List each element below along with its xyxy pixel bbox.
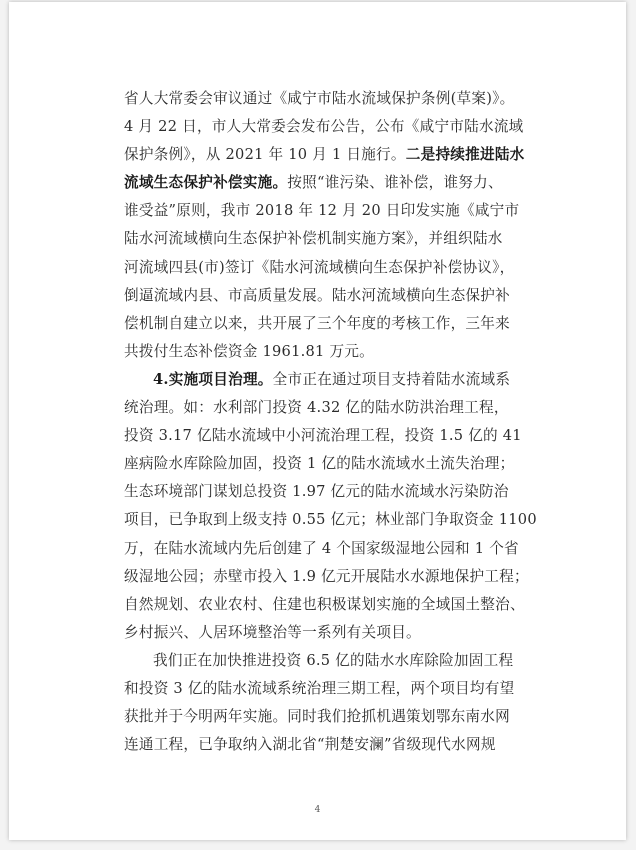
text-span: 谁受益”原则，我市 2018 年 12 月 20 日印发实施《咸宁市 — [124, 202, 520, 220]
text-line — [124, 338, 564, 366]
text-span: 级湿地公园；赤壁市投入 1.9 亿元开展陆水水源地保护工程； — [124, 567, 529, 585]
text-span: 保护条例》，从 2021 年 10 月 1 日施行。 — [124, 146, 406, 164]
text-span: 倒逼流域内县、市高质量发展。陆水河流域横向生态保护补 — [124, 286, 510, 304]
text-span: 统治理。如：水利部门投资 4.32 亿的陆水防洪治理工程， — [124, 399, 509, 417]
text-line — [124, 85, 564, 113]
body-text — [124, 85, 564, 759]
text-span: 乡村振兴、人居环境整治等一系列有关项目。 — [124, 623, 421, 641]
text-line — [124, 647, 564, 675]
text-span: 河流域四县(市)签订《陆水河流域横向生态保护补偿协议》， — [124, 258, 515, 276]
text-line — [124, 141, 564, 169]
text-span: 生态环境部门谋划总投资 1.97 亿元的陆水流域水污染防治 — [124, 483, 509, 501]
text-span: 座病险水库除险加固，投资 1 亿的陆水流域水土流失治理； — [124, 455, 515, 473]
text-line — [124, 225, 564, 253]
text-line — [124, 563, 564, 591]
text-span: 自然规划、农业农村、住建也积极谋划实施的全域国土整治、 — [124, 595, 525, 613]
text-line — [124, 113, 564, 141]
text-line — [124, 619, 564, 647]
text-span: 获批并于今明两年实施。同时我们抢抓机遇策划鄂东南水网 — [124, 708, 510, 726]
bold-heading-text: 二是持续推进陆水 — [405, 146, 525, 164]
text-line — [124, 675, 564, 703]
text-span: 全市正在通过项目支持着陆水流域系 — [272, 370, 511, 388]
text-span: 万，在陆水流域内先后创建了 4 个国家级湿地公园和 1 个省 — [124, 539, 519, 557]
page-number: 4 — [314, 805, 321, 815]
text-span: 陆水河流域横向生态保护补偿机制实施方案》，并组织陆水 — [124, 230, 503, 248]
text-line — [124, 703, 564, 731]
text-span: 按照“谁污染、谁补偿，谁努力、 — [287, 174, 503, 192]
text-span: 偿机制自建立以来，共开展了三个年度的考核工作，三年来 — [124, 314, 510, 332]
text-line — [124, 282, 564, 310]
text-span: 4 月 22 日，市人大常委会发布公告，公布《咸宁市陆水流域 — [124, 118, 524, 136]
bold-heading-text: 流域生态保护补偿实施。 — [124, 174, 288, 192]
text-line — [124, 310, 564, 338]
text-span: 和投资 3 亿的陆水流域系统治理三期工程，两个项目均有望 — [124, 679, 515, 697]
text-line — [124, 197, 564, 225]
text-line — [124, 366, 564, 394]
text-span: 投资 3.17 亿陆水流域中小河流治理工程，投资 1.5 亿的 41 — [124, 427, 522, 445]
text-span: 省人大常委会审议通过《咸宁市陆水流域保护条例(草案)》。 — [124, 90, 515, 107]
text-span: 我们正在加快推进投资 6.5 亿的陆水水库除险加固工程 — [153, 651, 514, 669]
text-line — [124, 422, 564, 450]
text-span: 项目，已争取到上级支持 0.55 亿元；林业部门争取资金 1100 — [124, 511, 537, 529]
text-line — [124, 591, 564, 619]
document-page — [9, 2, 626, 840]
text-line — [124, 506, 564, 534]
text-span: 连通工程，已争取纳入湖北省“荆楚安澜”省级现代水网规 — [124, 736, 496, 754]
text-line — [124, 169, 564, 197]
text-line — [124, 254, 564, 282]
text-line — [124, 394, 564, 422]
text-line — [124, 731, 564, 759]
text-line — [124, 478, 564, 506]
text-line — [124, 535, 564, 563]
text-span: 共拨付生态补偿资金 1961.81 万元。 — [124, 342, 375, 360]
bold-heading-text: 4.实施项目治理。 — [153, 370, 273, 388]
text-line — [124, 450, 564, 478]
